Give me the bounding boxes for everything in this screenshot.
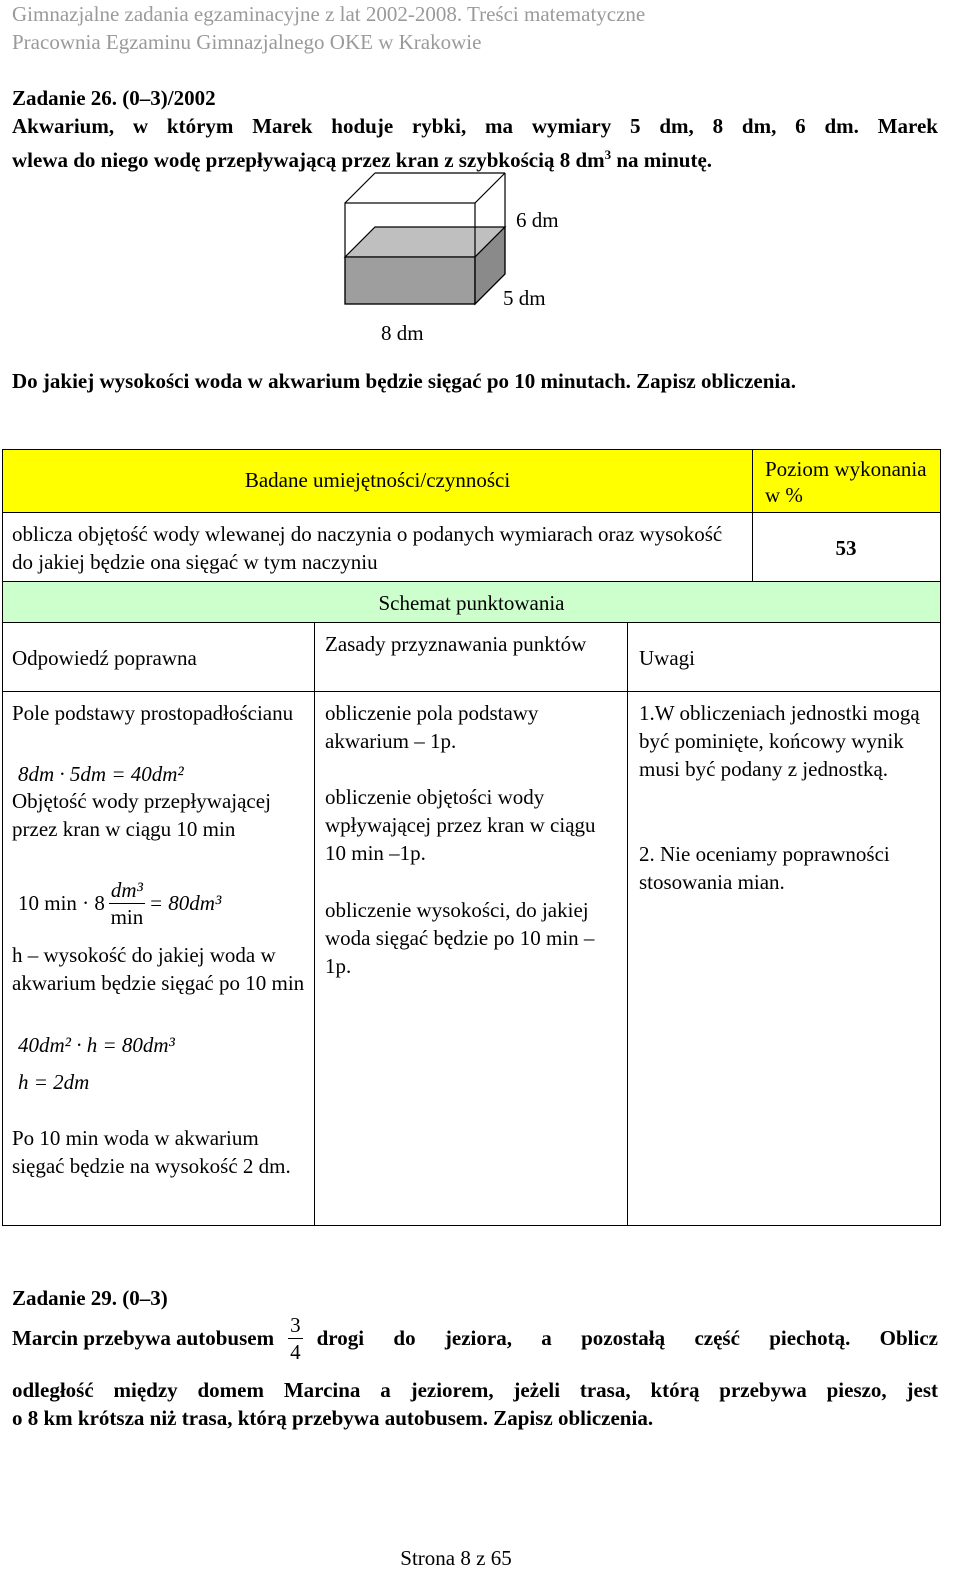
water-front (345, 257, 475, 304)
task29-title: Zadanie 29. (0–3) (12, 1286, 168, 1310)
answer-math-volume: 10 min · 8 $\frac{\text{dm³}}{\min}$ = 80dm³ (18, 878, 222, 929)
level-value: 53 (835, 536, 857, 560)
answer-volume-text: Objętość wody przepływającej przez kran w ciągu 10 min (12, 789, 271, 841)
task26-title: Zadanie 26. (0–3)/2002 (12, 86, 216, 110)
task29-line2: odległość między domem Marcina a jeziorem, jeżeli trasa, którą przebywa pieszo, jest (12, 1378, 938, 1402)
skill-description: oblicza objętość wody wlewanej do naczynia o podanych wymiarach oraz wysokość do jakiej będzie ona sięgać w tym naczyniu (12, 522, 723, 574)
fraction-three-quarters: $\frac{3}{4}$ (290, 1313, 301, 1364)
task26-text-line2: wlewa do niego wodę przepływającą przez kran z szybkością 8 $dm^3$ na minutę. (12, 147, 713, 172)
level-header: Poziom wykonania w % (765, 457, 927, 507)
rule-1: obliczenie pola podstawy akwarium – 1p. (325, 701, 539, 753)
skills-header: Badane umiejętności/czynności (244, 468, 511, 492)
task26-question: Do jakiej wysokości woda w akwarium będzie sięgać po 10 minutach. Zapisz obliczenia. (12, 369, 797, 393)
rule-2: obliczenie objętości wody wpływającej przez kran w ciągu 10 min –1p. (325, 785, 596, 865)
col-rules-header: Zasady przyznawania punktów (325, 632, 587, 656)
task29-line3: o 8 km krótsza niż trasa, którą przebywa autobusem. Zapisz obliczenia. (12, 1406, 654, 1430)
note-2: 2. Nie oceniamy poprawności stosowania mian. (639, 842, 890, 894)
page-footer: Strona 8 z 65 (400, 1546, 512, 1570)
label-8dm: 8 dm (381, 321, 424, 345)
answer-base-area-text: Pole podstawy prostopadłościanu (12, 701, 294, 725)
rule-3: obliczenie wysokości, do jakiej woda sięgać będzie po 10 min – 1p. (325, 898, 595, 978)
note-1: 1.W obliczeniach jednostki mogą być pominięte, końcowy wynik musi być podany z jednostką. (639, 701, 920, 781)
header-line-2: Pracownia Egzaminu Gimnazjalnego OKE w Krakowie (12, 30, 482, 54)
task26-text-line1: Akwarium, w którym Marek hoduje rybki, ma wymiary 5 dm, 8 dm, 6 dm. Marek (12, 114, 938, 138)
schema-header: Schemat punktowania (378, 591, 565, 615)
aquarium-figure (330, 165, 590, 315)
col-notes-header: Uwagi (639, 646, 695, 670)
answer-height-text: h – wysokość do jakiej woda w akwarium będzie sięgać po 10 min (12, 943, 305, 995)
task29-line1: Marcin przebywa autobusem $\frac{3}{4}$ drogi do jeziora, a pozostałą część piechotą. Oblicz (12, 1313, 938, 1364)
label-6dm: 6 dm (516, 208, 559, 232)
header-line-1: Gimnazjalne zadania egzaminacyjne z lat 2002-2008. Treści matematyczne (12, 2, 646, 26)
answer-math-result: h = 2dm (18, 1070, 90, 1094)
label-5dm: 5 dm (503, 286, 546, 310)
answer-conclusion: Po 10 min woda w akwarium sięgać będzie na wysokość 2 dm. (12, 1126, 291, 1178)
col-answer-header: Odpowiedź poprawna (12, 646, 197, 670)
answer-math-area: 8dm · 5dm = 40dm² (18, 762, 184, 786)
answer-math-equation: 40dm² · h = 80dm³ (18, 1033, 175, 1057)
